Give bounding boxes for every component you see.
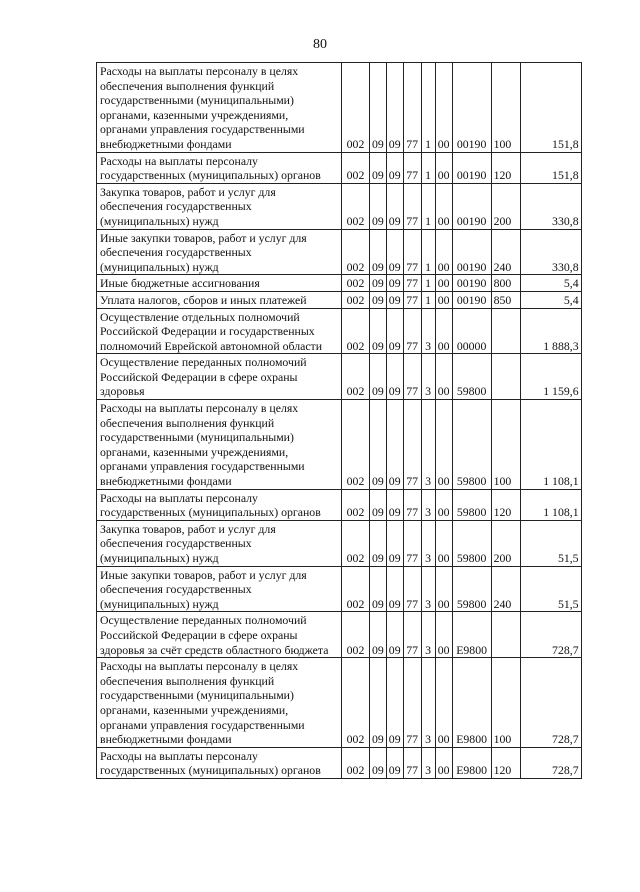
subsection-code-cell: 09 [386,566,403,612]
subprogram-code-cell: 1 [421,63,435,153]
row-name-cell: Расходы на выплаты персоналу в целях обеспечения выполнения функций государственными (муниципальными) органами, казенными учреждениями, органами управления государственными внебюджетными фондами [97,400,342,490]
subprogram-code-cell: 3 [421,489,435,520]
subsection-code-cell: 09 [386,291,403,308]
direction-code-cell: 59800 [452,489,491,520]
kbk-code-cell: 00 [435,520,452,566]
program-code-cell: 77 [403,520,421,566]
table-row [97,520,582,566]
row-name-cell: Уплата налогов, сборов и иных платежей [97,291,342,308]
expense-type-cell [491,354,520,400]
expense-type-cell: 850 [491,291,520,308]
program-code-cell: 77 [403,658,421,748]
ministry-code-cell: 002 [342,354,370,400]
direction-code-cell: 59800 [452,566,491,612]
expense-type-cell: 200 [491,183,520,229]
row-name-cell: Закупка товаров, работ и услуг для обеспечения государственных (муниципальных) нужд [97,183,342,229]
expense-type-cell: 800 [491,275,520,292]
amount-cell: 728,7 [520,658,581,748]
ministry-code-cell: 002 [342,291,370,308]
table-row [97,489,582,520]
ministry-code-cell: 002 [342,612,370,658]
direction-code-cell: 00190 [452,152,491,183]
subsection-code-cell: 09 [386,520,403,566]
budget-table [96,62,582,779]
amount-cell: 1 888,3 [520,308,581,354]
row-name-cell: Осуществление переданных полномочий Российской Федерации в сфере охраны здоровья [97,354,342,400]
subsection-code-cell: 09 [386,354,403,400]
expense-type-cell [491,612,520,658]
row-name-cell: Иные закупки товаров, работ и услуг для обеспечения государственных (муниципальных) нужд [97,229,342,275]
amount-cell: 330,8 [520,229,581,275]
row-name-cell: Осуществление переданных полномочий Российской Федерации в сфере охраны здоровья за счёт средств областного бюджета [97,612,342,658]
row-name-cell: Расходы на выплаты персоналу государственных (муниципальных) органов [97,152,342,183]
section-code-cell: 09 [370,275,387,292]
amount-cell: 51,5 [520,566,581,612]
subprogram-code-cell: 3 [421,612,435,658]
section-code-cell: 09 [370,658,387,748]
expense-type-cell: 100 [491,63,520,153]
table-row [97,275,582,292]
ministry-code-cell: 002 [342,747,370,778]
program-code-cell: 77 [403,63,421,153]
subsection-code-cell: 09 [386,658,403,748]
page-number: 80 [313,37,327,52]
subprogram-code-cell: 3 [421,354,435,400]
kbk-code-cell: 00 [435,489,452,520]
ministry-code-cell: 002 [342,229,370,275]
section-code-cell: 09 [370,400,387,490]
table-row [97,658,582,748]
subsection-code-cell: 09 [386,489,403,520]
direction-code-cell: 00190 [452,63,491,153]
row-name-cell: Иные бюджетные ассигнования [97,275,342,292]
expense-type-cell: 200 [491,520,520,566]
kbk-code-cell: 00 [435,183,452,229]
table-row [97,612,582,658]
program-code-cell: 77 [403,275,421,292]
subsection-code-cell: 09 [386,229,403,275]
section-code-cell: 09 [370,354,387,400]
kbk-code-cell: 00 [435,275,452,292]
subprogram-code-cell: 1 [421,152,435,183]
direction-code-cell: 00000 [452,308,491,354]
table-row [97,291,582,308]
direction-code-cell: E9800 [452,612,491,658]
kbk-code-cell: 00 [435,612,452,658]
amount-cell: 728,7 [520,612,581,658]
program-code-cell: 77 [403,229,421,275]
section-code-cell: 09 [370,612,387,658]
expense-type-cell: 240 [491,566,520,612]
direction-code-cell: 00190 [452,291,491,308]
table-row [97,566,582,612]
ministry-code-cell: 002 [342,152,370,183]
direction-code-cell: 59800 [452,520,491,566]
table-body [97,63,582,779]
program-code-cell: 77 [403,183,421,229]
section-code-cell: 09 [370,489,387,520]
direction-code-cell: E9800 [452,747,491,778]
subprogram-code-cell: 3 [421,400,435,490]
section-code-cell: 09 [370,308,387,354]
kbk-code-cell: 00 [435,152,452,183]
row-name-cell: Расходы на выплаты персоналу в целях обеспечения выполнения функций государственными (муниципальными) органами, казенными учреждениями, органами управления государственными внебюджетными фондами [97,658,342,748]
program-code-cell: 77 [403,354,421,400]
amount-cell: 151,8 [520,152,581,183]
row-name-cell: Расходы на выплаты персоналу государственных (муниципальных) органов [97,489,342,520]
program-code-cell: 77 [403,566,421,612]
direction-code-cell: 59800 [452,400,491,490]
ministry-code-cell: 002 [342,566,370,612]
section-code-cell: 09 [370,520,387,566]
expense-type-cell: 240 [491,229,520,275]
subprogram-code-cell: 3 [421,308,435,354]
ministry-code-cell: 002 [342,308,370,354]
expense-type-cell: 100 [491,400,520,490]
amount-cell: 728,7 [520,747,581,778]
section-code-cell: 09 [370,747,387,778]
direction-code-cell: 59800 [452,354,491,400]
subsection-code-cell: 09 [386,612,403,658]
amount-cell: 1 108,1 [520,489,581,520]
direction-code-cell: 00190 [452,275,491,292]
subprogram-code-cell: 3 [421,658,435,748]
program-code-cell: 77 [403,308,421,354]
program-code-cell: 77 [403,152,421,183]
subsection-code-cell: 09 [386,183,403,229]
program-code-cell: 77 [403,747,421,778]
amount-cell: 151,8 [520,63,581,153]
expense-type-cell: 120 [491,489,520,520]
expense-type-cell [491,308,520,354]
section-code-cell: 09 [370,183,387,229]
table-row [97,229,582,275]
kbk-code-cell: 00 [435,291,452,308]
subprogram-code-cell: 3 [421,566,435,612]
table-row [97,63,582,153]
subprogram-code-cell: 1 [421,229,435,275]
row-name-cell: Осуществление отдельных полномочий Российской Федерации и государственных полномочий Еврейской автономной области [97,308,342,354]
kbk-code-cell: 00 [435,658,452,748]
amount-cell: 1 108,1 [520,400,581,490]
amount-cell: 5,4 [520,291,581,308]
row-name-cell: Расходы на выплаты персоналу в целях обеспечения выполнения функций государственными (муниципальными) органами, казенными учреждениями, органами управления государственными внебюджетными фондами [97,63,342,153]
amount-cell: 1 159,6 [520,354,581,400]
kbk-code-cell: 00 [435,354,452,400]
subsection-code-cell: 09 [386,63,403,153]
ministry-code-cell: 002 [342,275,370,292]
ministry-code-cell: 002 [342,489,370,520]
program-code-cell: 77 [403,400,421,490]
subsection-code-cell: 09 [386,275,403,292]
kbk-code-cell: 00 [435,400,452,490]
subprogram-code-cell: 1 [421,275,435,292]
table-row [97,308,582,354]
kbk-code-cell: 00 [435,747,452,778]
row-name-cell: Расходы на выплаты персоналу государственных (муниципальных) органов [97,747,342,778]
direction-code-cell: E9800 [452,658,491,748]
ministry-code-cell: 002 [342,658,370,748]
subsection-code-cell: 09 [386,152,403,183]
amount-cell: 5,4 [520,275,581,292]
ministry-code-cell: 002 [342,63,370,153]
program-code-cell: 77 [403,612,421,658]
kbk-code-cell: 00 [435,229,452,275]
subsection-code-cell: 09 [386,747,403,778]
subprogram-code-cell: 1 [421,183,435,229]
subsection-code-cell: 09 [386,400,403,490]
kbk-code-cell: 00 [435,566,452,612]
table-row [97,400,582,490]
program-code-cell: 77 [403,489,421,520]
table-row [97,747,582,778]
amount-cell: 51,5 [520,520,581,566]
kbk-code-cell: 00 [435,308,452,354]
subprogram-code-cell: 1 [421,291,435,308]
expense-type-cell: 100 [491,658,520,748]
subprogram-code-cell: 3 [421,747,435,778]
amount-cell: 330,8 [520,183,581,229]
program-code-cell: 77 [403,291,421,308]
table-row [97,183,582,229]
row-name-cell: Иные закупки товаров, работ и услуг для обеспечения государственных (муниципальных) нужд [97,566,342,612]
section-code-cell: 09 [370,63,387,153]
kbk-code-cell: 00 [435,63,452,153]
expense-type-cell: 120 [491,747,520,778]
table-row [97,152,582,183]
ministry-code-cell: 002 [342,400,370,490]
direction-code-cell: 00190 [452,229,491,275]
ministry-code-cell: 002 [342,183,370,229]
expense-type-cell: 120 [491,152,520,183]
subsection-code-cell: 09 [386,308,403,354]
ministry-code-cell: 002 [342,520,370,566]
section-code-cell: 09 [370,152,387,183]
subprogram-code-cell: 3 [421,520,435,566]
table-row [97,354,582,400]
section-code-cell: 09 [370,291,387,308]
direction-code-cell: 00190 [452,183,491,229]
section-code-cell: 09 [370,566,387,612]
section-code-cell: 09 [370,229,387,275]
row-name-cell: Закупка товаров, работ и услуг для обеспечения государственных (муниципальных) нужд [97,520,342,566]
